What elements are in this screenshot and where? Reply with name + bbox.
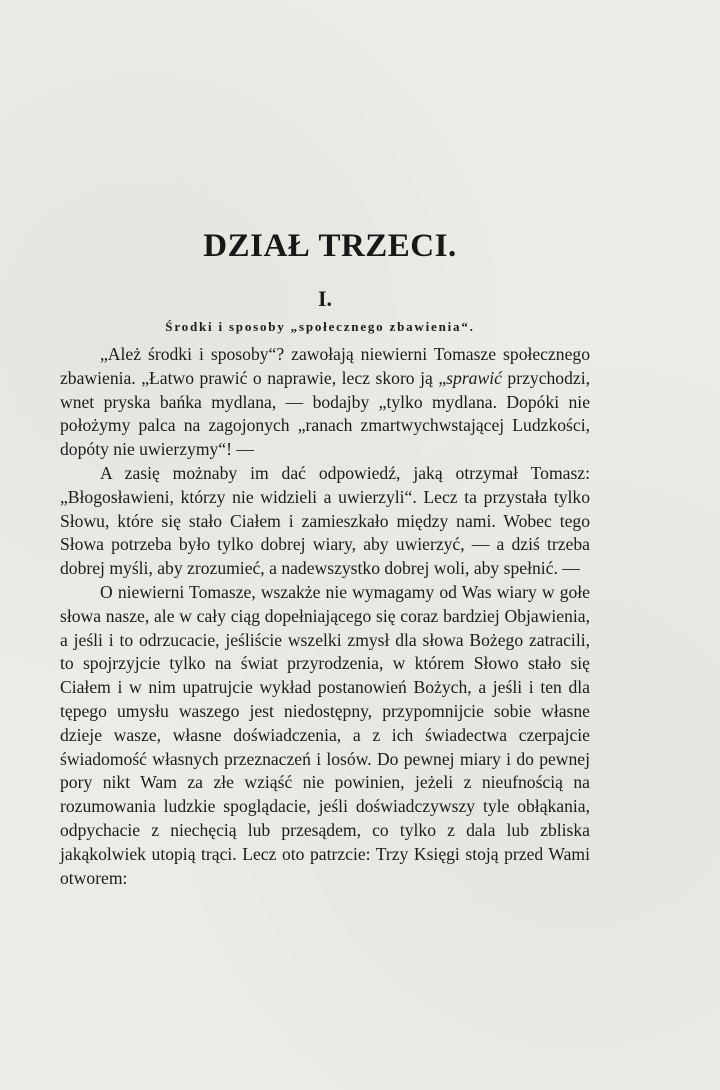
- paragraph-1: [60, 343, 590, 462]
- paragraph-1-part-1: „Ależ środki i sposoby“? zawołają niewierni Tomasze społecznego zbawienia. „Łatwo prawić o naprawie, lecz skoro ją „: [60, 344, 590, 388]
- section-subtitle: Środki i sposoby „społecznego zbawienia“.: [165, 319, 475, 334]
- body-text: [60, 343, 590, 890]
- paragraph-1-italic-word: sprawić: [446, 367, 502, 388]
- section-number: I.: [317, 286, 333, 311]
- chapter-title: DZIAŁ TRZECI.: [203, 228, 457, 264]
- paragraph-2: [60, 462, 590, 581]
- paragraph-3: [60, 581, 590, 890]
- paragraph-3-text: O niewierni Tomasze, wszakże nie wymagamy od Was wiary w gołe słowa nasze, ale w cały ciąg dopełniającego się coraz bardziej Objawienia, a jeśli i to odrzucacie, jeśliście wszelki zmysł dla słowa Bożego zatracili, to spojrzyjcie tylko na świat przyrodzenia, w którem Słowo stało się Ciałem i w nim upatrujcie wykład postanowień Bożych, a jeśli i ten dla tępego umysłu waszego jest niedostępny, przypomnijcie sobie własne dzieje wasze, własne doświadczenia, a z ich świadectwa czerpajcie świadomość własnych przeznaczeń i losów. Do pewnej miary i do pewnej pory nikt Wam za złe wziąść nie powinien, jeżeli z nieufnością na rozumowania ludzkie spoglądacie, jeśli doświadczywszy tyle obłąkania, odpychacie z niechęcią lub przesądem, co tylko z dala lub zbliska jakąkolwiek utopią trąci. Lecz oto patrzcie: Trzy Księgi stoją przed Wami otworem:: [60, 581, 590, 888]
- paragraph-1-part-2: przychodzi, wnet pryska bańka mydlana, — bodajby „tylko mydlana. Dopóki nie położymy palca na zagojonych „ranach zmartwychwstającej Ludzkości, dopóty nie uwierzymy“! —: [60, 367, 590, 460]
- paragraph-2-text: A zasię możnaby im dać odpowiedź, jaką otrzymał Tomasz: „Błogosławieni, którzy nie widzieli a uwierzyli“. Lecz ta przystała tylko Słowu, które się stało Ciałem i zamieszkało między nami. Wobec tego Słowa potrzeba było tylko dobrej wiary, aby uwierzyć, — a dziś trzeba dobrej myśli, aby zrozumieć, a nadewszystko dobrej woli, aby spełnić. —: [60, 462, 590, 579]
